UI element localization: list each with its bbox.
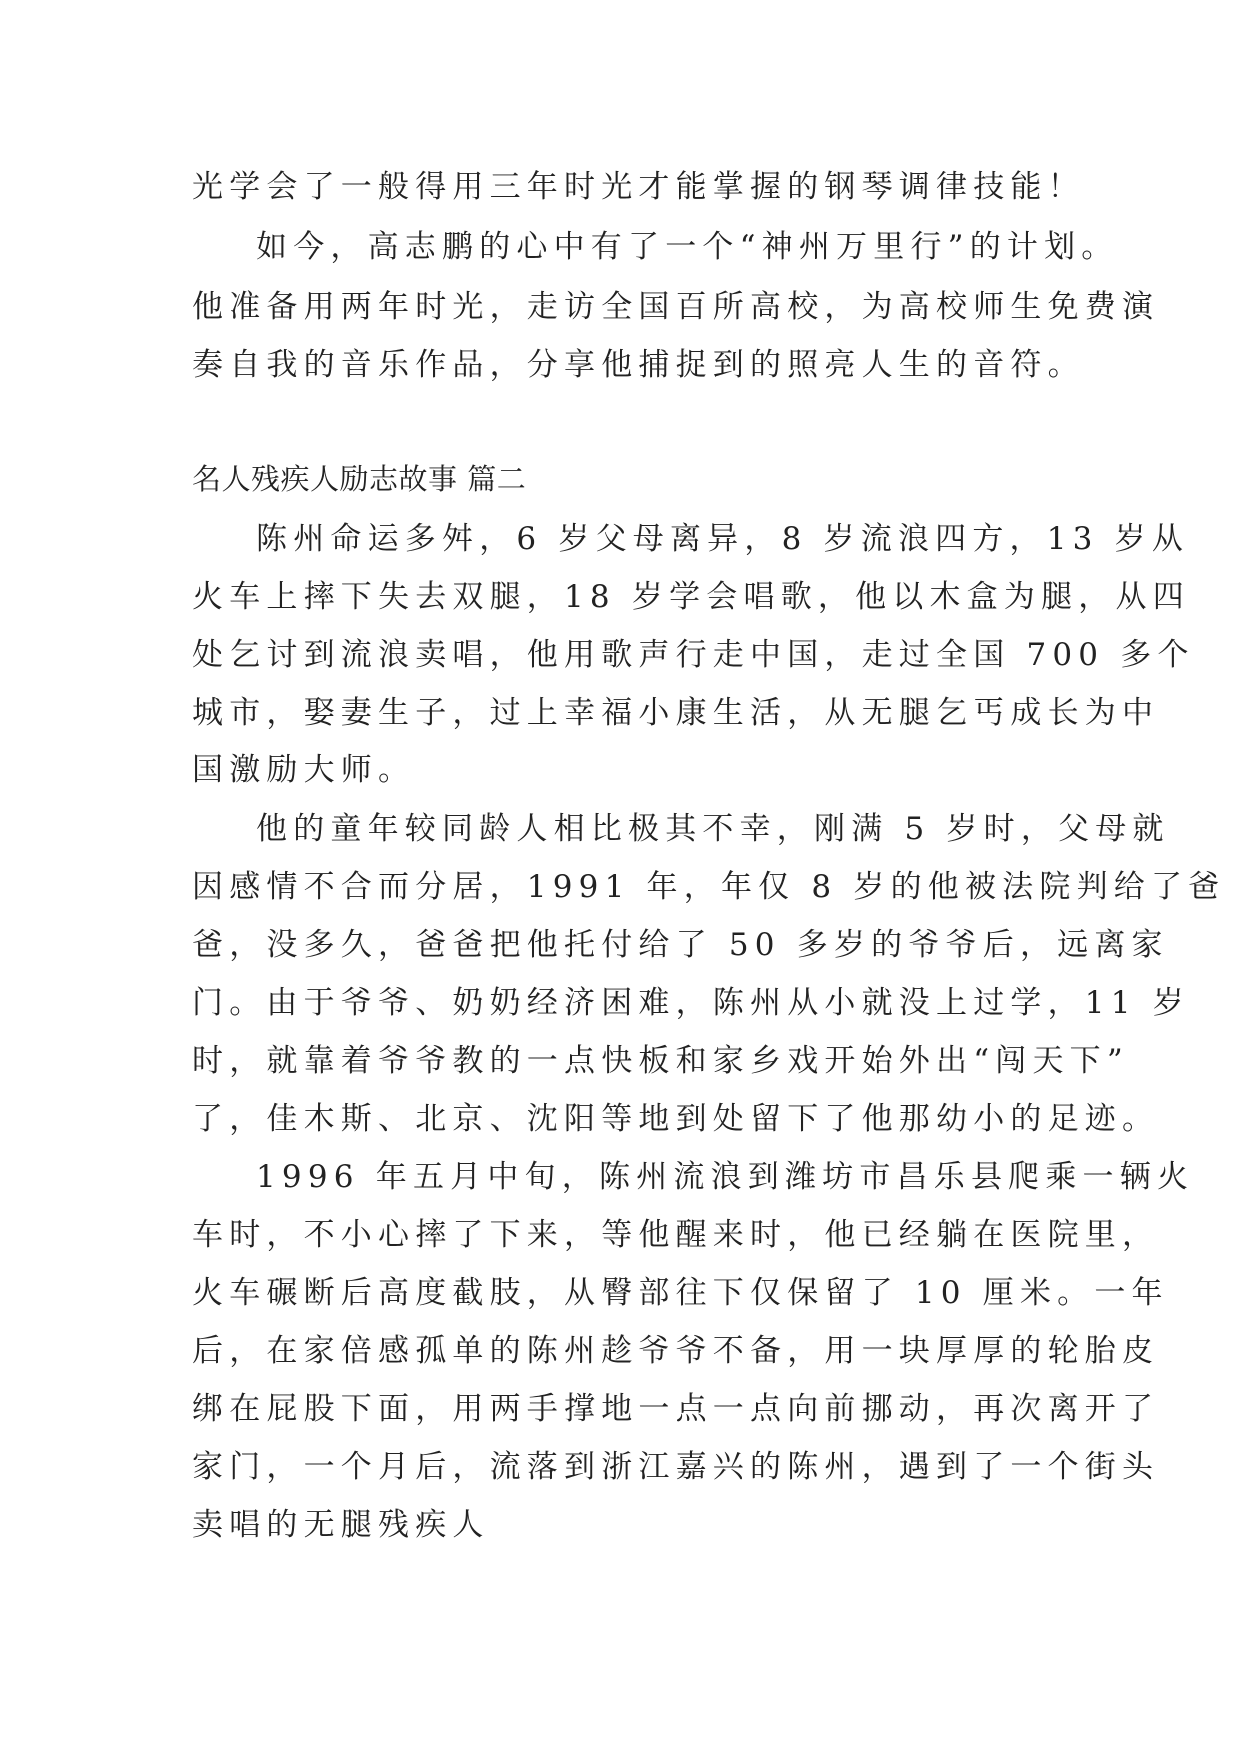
text-line: 他的童年较同龄人相比极其不幸，刚满 5 岁时，父母就 [256,811,1170,847]
text-line: 火车碾断后高度截肢，从臀部往下仅保留了 10 厘米。一年 [192,1275,1169,1311]
text-line: 奏自我的音乐作品，分享他捕捉到的照亮人生的音符。 [192,347,1085,383]
text-line: 家门，一个月后，流落到浙江嘉兴的陈州，遇到了一个街头 [192,1449,1160,1485]
text-line: 门。由于爷爷、奶奶经济困难，陈州从小就没上过学，11 岁 [192,985,1190,1021]
text-line: 绑在屁股下面，用两手撑地一点一点向前挪动，再次离开了 [192,1391,1160,1427]
text-line: 卖唱的无腿残疾人 [192,1507,490,1543]
text-line: 国激励大师。 [192,752,416,788]
text-line: 爸，没多久，爸爸把他托付给了 50 多岁的爷爷后，远离家 [192,927,1169,963]
text-line: 火车上摔下失去双腿，18 岁学会唱歌，他以木盒为腿，从四 [192,579,1190,615]
text-line: 了，佳木斯、北京、沈阳等地到处留下了他那幼小的足迹。 [192,1101,1160,1137]
text-line: 时，就靠着爷爷教的一点快板和家乡戏开始外出“闯天下” [192,1043,1129,1079]
text-line: 他准备用两年时光，走访全国百所高校，为高校师生免费演 [192,289,1160,325]
text-line: 后，在家倍感孤单的陈州趁爷爷不备，用一块厚厚的轮胎皮 [192,1333,1160,1369]
section-heading: 名人残疾人励志故事 篇二 [192,462,527,496]
text-line: 光学会了一般得用三年时光才能掌握的钢琴调律技能！ [192,169,1085,205]
text-line: 如今，高志鹏的心中有了一个“神州万里行”的计划。 [256,229,1119,265]
text-line: 1996 年五月中旬，陈州流浪到潍坊市昌乐县爬乘一辆火 [256,1159,1195,1195]
text-line: 处乞讨到流浪卖唱，他用歌声行走中国，走过全国 700 多个 [192,637,1195,673]
text-line: 因感情不合而分居，1991 年，年仅 8 岁的他被法院判给了爸 [192,869,1226,905]
text-line: 车时，不小心摔了下来，等他醒来时，他已经躺在医院里， [192,1217,1160,1253]
text-line: 城市，娶妻生子，过上幸福小康生活，从无腿乞丐成长为中 [192,695,1160,731]
text-line: 陈州命运多舛，6 岁父母离异，8 岁流浪四方，13 岁从 [256,521,1190,557]
